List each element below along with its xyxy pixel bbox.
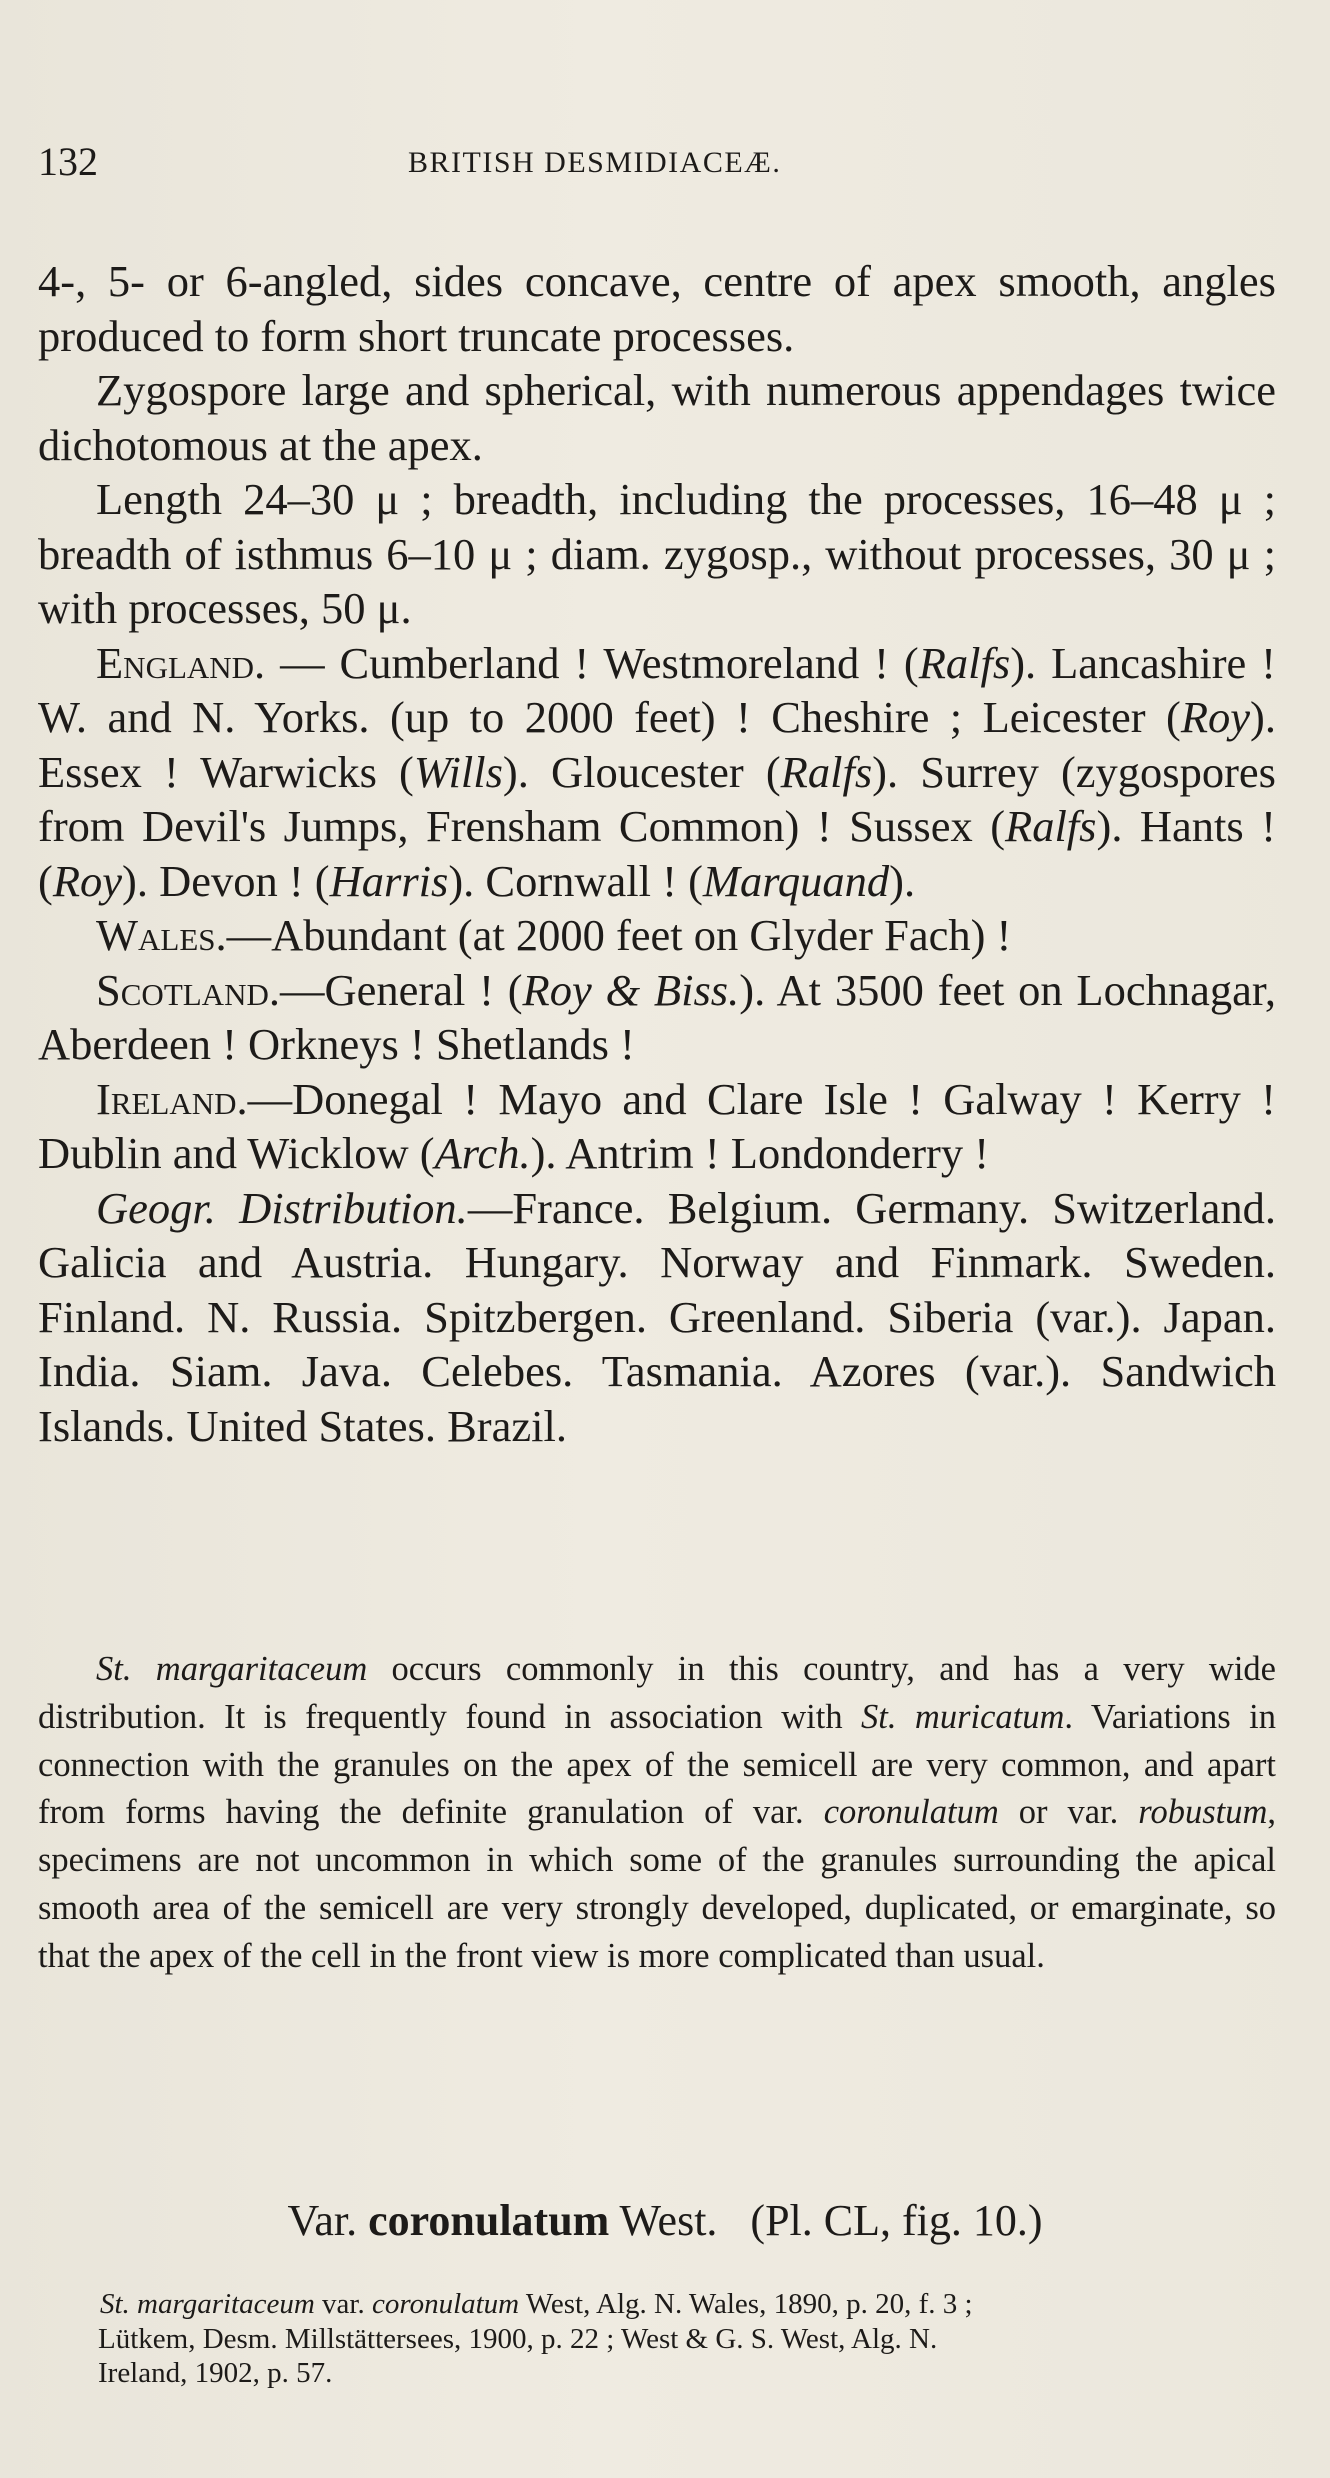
running-head: BRITISH DESMIDIACEÆ. (408, 146, 782, 179)
authority: Ralfs (780, 746, 873, 797)
reference-line: Ireland, 1902, p. 57. (98, 2357, 333, 2389)
variety-title: coronulatum (368, 2196, 610, 2245)
reference-line: St. margaritaceum var. coronulatum West, Alg. N. Wales, 1890, p. 20, f. 3 ; (100, 2288, 973, 2320)
region-label-england: England. (96, 637, 266, 688)
authority: Marquand (702, 855, 890, 906)
cell-description: 4-, 5- or 6-angled, sides concave, centre of apex smooth, angles produced to form short truncate processes. (38, 256, 1276, 361)
authority: Roy (1180, 692, 1251, 742)
page-number: 132 (38, 139, 98, 184)
distribution-wales: Wales.—Abundant (at 2000 feet on Glyder Fach) ! (96, 910, 1012, 960)
distribution-england: England. — Cumberland ! Westmoreland ! (Ralfs). Lancashire ! W. and N. Yorks. (up to 2000 feet) ! Cheshire ; Leicester (Roy). Essex ! Warwicks (Wills). Gloucester (Ralfs). Surrey (zygospores from Devil's Jumps, Frensham Common) ! Sussex (Ralfs). Hants ! (Roy). Devon ! (Harris). Cornwall ! (Marquand). (38, 637, 1276, 906)
authority: Ralfs (918, 637, 1011, 688)
variety-heading: Var. coronulatum West. (Pl. CL, fig. 10.) (287, 2196, 1043, 2245)
variety-name: coronulatum (823, 1793, 999, 1832)
synonymy-references (98, 2287, 1278, 2391)
region-label-wales: Wales. (96, 910, 227, 960)
page-header (38, 138, 1270, 190)
distribution-scotland: Scotland.—General ! (Roy & Biss.). At 3500 feet on Lochnagar, Aberdeen ! Orkneys ! Shetlands ! (38, 964, 1276, 1069)
zygospore-description: Zygospore large and spherical, with numerous appendages twice dichotomous at the apex. (38, 365, 1276, 470)
variety-name: robustum (1138, 1793, 1268, 1832)
species-description (38, 254, 1276, 1453)
reference-line: Lütkem, Desm. Millstättersees, 1900, p. 22 ; West & G. S. West, Alg. N. (98, 2322, 938, 2355)
authority: Harris (329, 855, 449, 906)
authority: Ralfs (1005, 801, 1097, 851)
species-name: St. muricatum (861, 1697, 1065, 1736)
species-name: St. margaritaceum (96, 1650, 368, 1688)
plate-reference: (Pl. CL, fig. 10.) (750, 2196, 1043, 2245)
measurements: Length 24–30 μ ; breadth, including the processes, 16–48 μ ; breadth of isthmus 6–10 μ ; diam. zygosp., without processes, 30 μ ; with processes, 50 μ. (38, 474, 1276, 633)
authority: Roy (52, 855, 123, 906)
authority: Arch. (434, 1128, 531, 1178)
geographic-distribution: Geogr. Distribution.—France. Belgium. Germany. Switzerland. Galicia and Austria. Hungary. Norway and Finmark. Sweden. Finland. N. Russia. Spitzbergen. Greenland. Siberia (var.). Japan. India. Siam. Java. Celebes. Tasmania. Azores (var.). Sandwich Islands. United States. Brazil. (38, 1182, 1276, 1451)
authority: Roy & Biss. (522, 964, 740, 1015)
geogr-label: Geogr. Distribution. (96, 1182, 468, 1233)
region-label-scotland: Scotland. (96, 964, 280, 1015)
authority: Wills (413, 746, 503, 797)
region-label-ireland: Ireland. (96, 1073, 248, 1124)
commentary-note: St. margaritaceum occurs commonly in this country, and has a very wide distribution. It is frequently found in association with St. muricatum. Variations in connection with the granules on the apex of the semicell are very common, and apart from forms having the definite granulation of var. coronulatum or var. robustum, specimens are not uncommon in which some of the granules surrounding the apical smooth area of the semicell are very strongly developed, duplicated, or emarginate, so that the apex of the cell in the front view is more complicated than usual. (38, 1650, 1276, 1975)
distribution-ireland: Ireland.—Donegal ! Mayo and Clare Isle ! Galway ! Kerry ! Dublin and Wicklow (Arch.). Antrim ! Londonderry ! (38, 1073, 1276, 1178)
